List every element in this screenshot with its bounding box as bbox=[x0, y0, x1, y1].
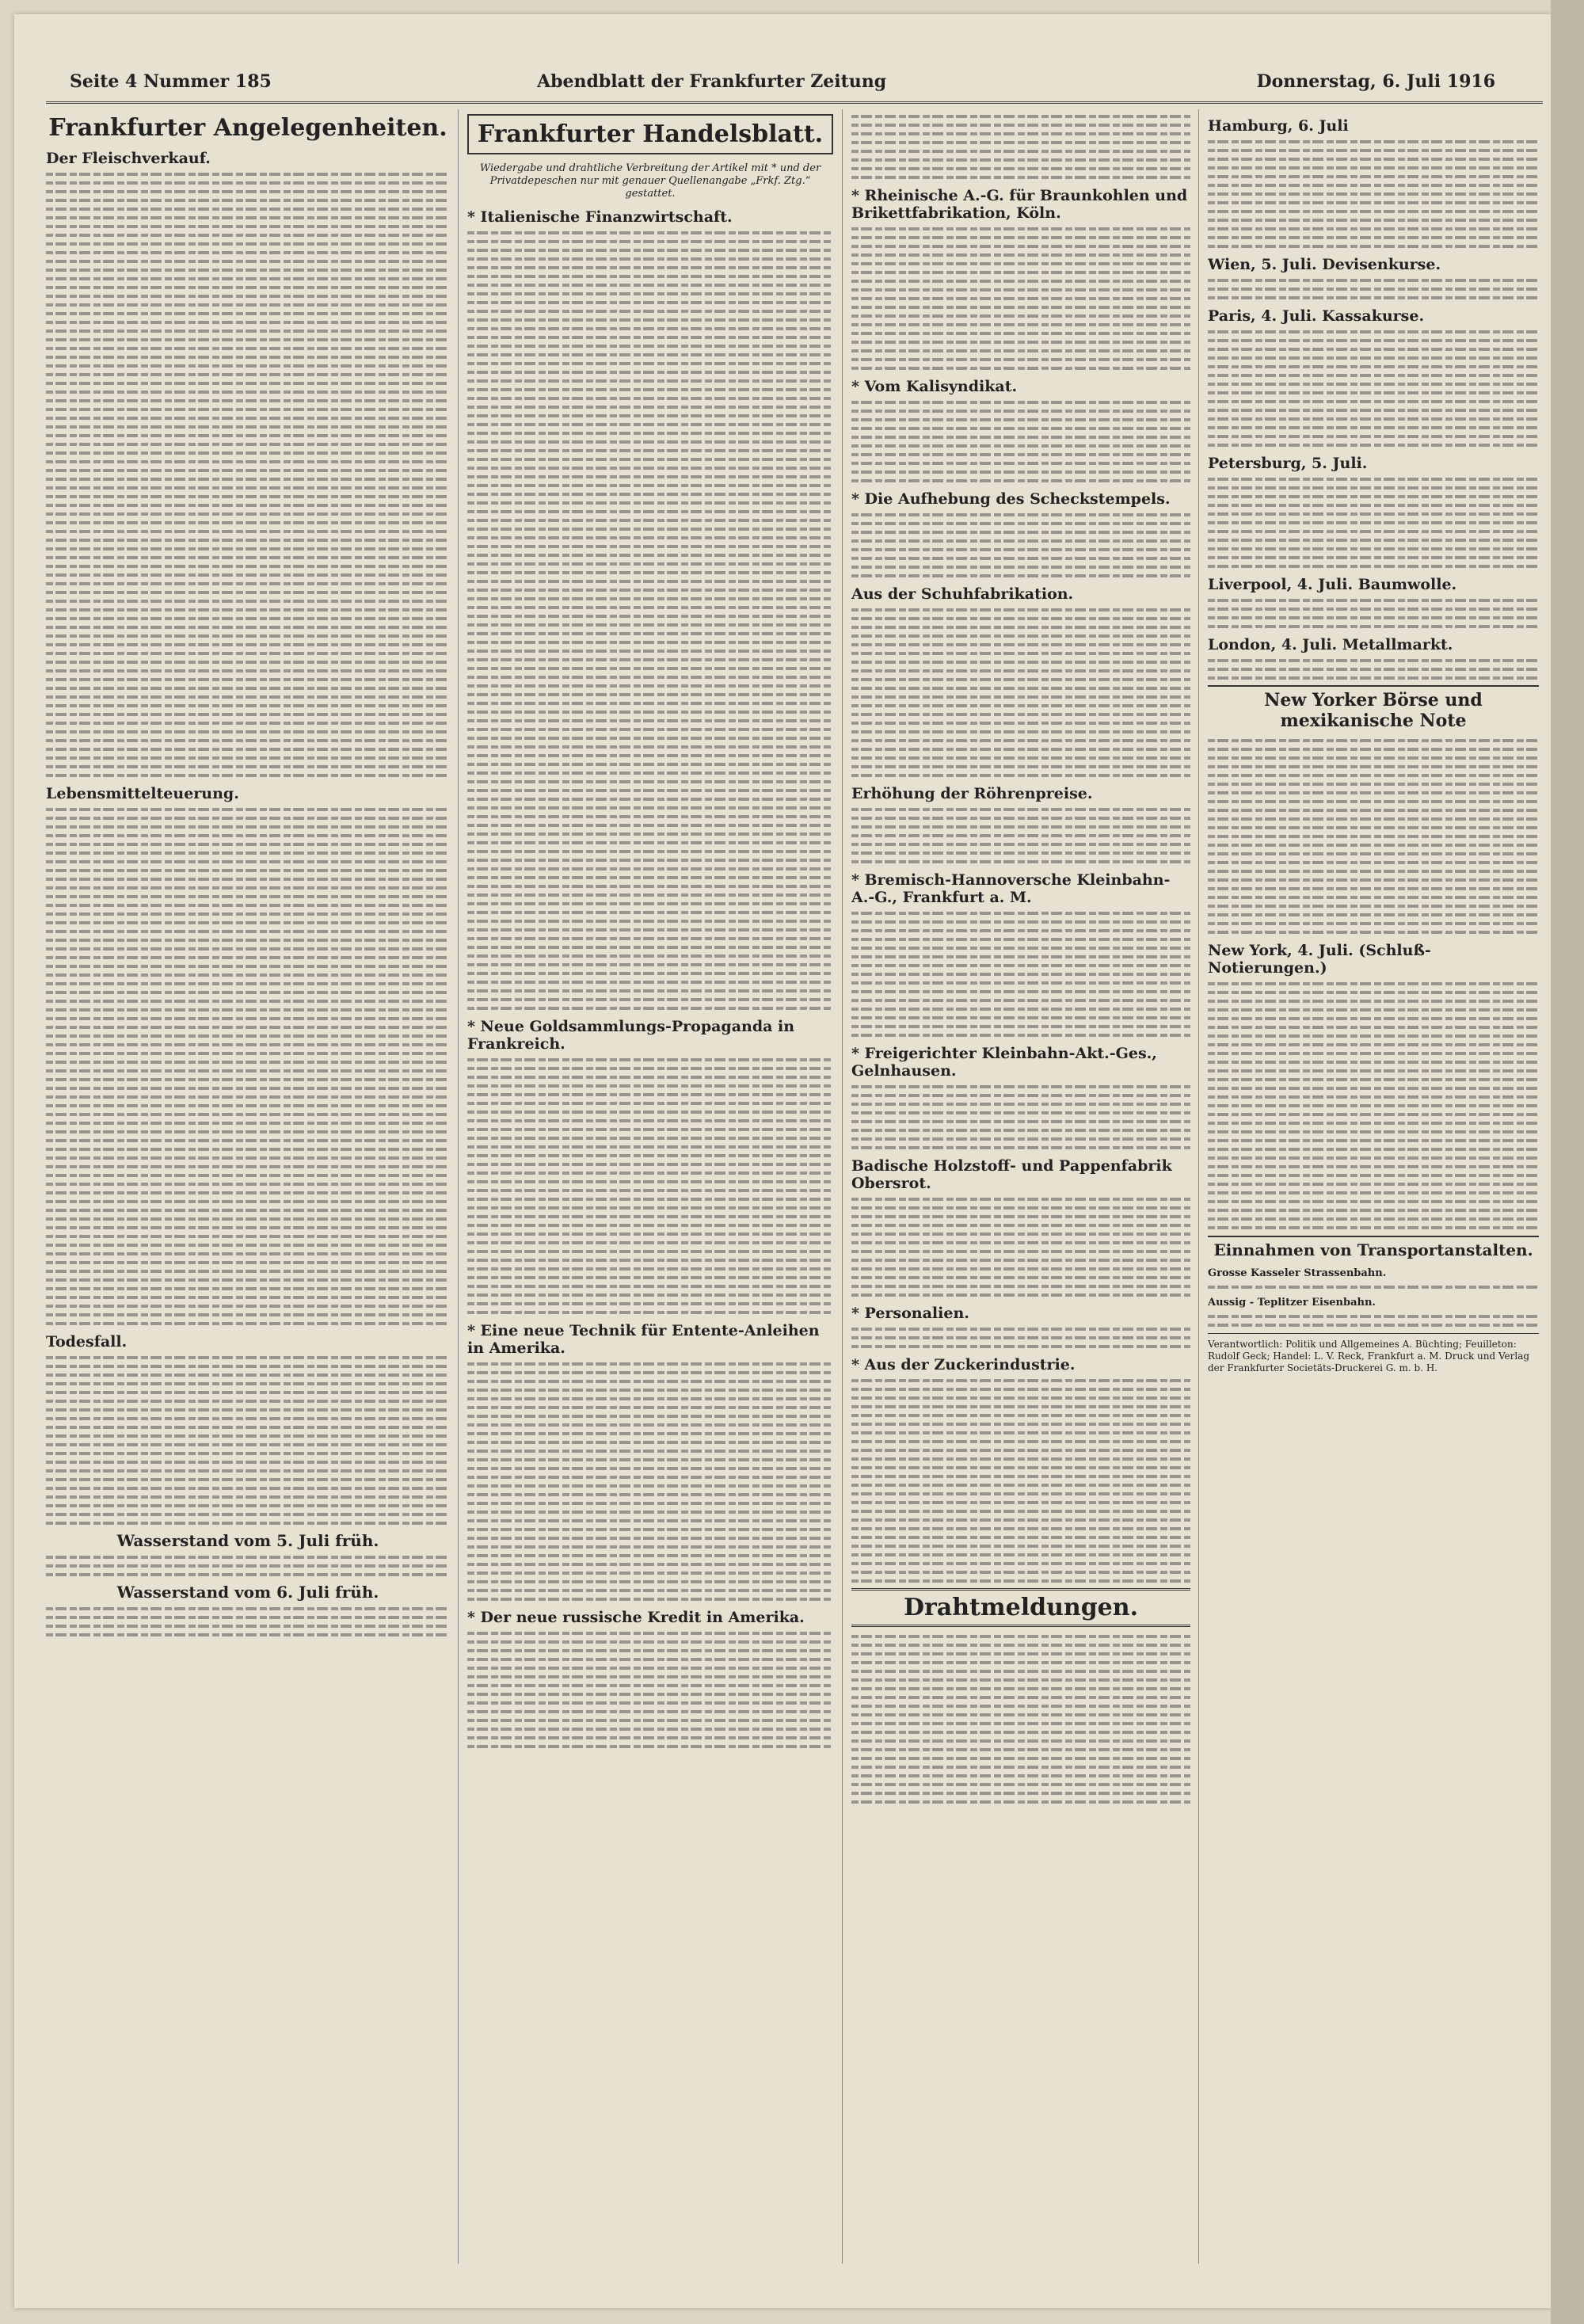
report-body bbox=[1208, 478, 1539, 568]
article-body bbox=[1208, 739, 1539, 934]
article-body bbox=[467, 1362, 833, 1601]
article-heading: * Freigerichter Kleinbahn-Akt.-Ges., Gelnhausen. bbox=[851, 1045, 1157, 1080]
reprint-notice: Wiedergabe und drahtliche Verbreitung der Artikel mit * und der Privatdepeschen nur mit genauer Quellenangabe „Frkf. Ztg.“ gestattet. bbox=[479, 162, 821, 200]
article-body bbox=[851, 1635, 1190, 1804]
column-rule bbox=[458, 109, 459, 2264]
article-heading: * Vom Kalisyndikat. bbox=[851, 378, 1018, 395]
report-body bbox=[1208, 1315, 1539, 1327]
article-body bbox=[467, 1632, 833, 1748]
newspaper-page bbox=[14, 14, 1551, 2308]
report-body bbox=[1208, 1286, 1539, 1289]
article-heading: Todesfall. bbox=[46, 1333, 128, 1351]
column-rule bbox=[1198, 109, 1199, 2264]
price-table bbox=[1208, 330, 1539, 447]
report-heading: Aussig - Teplitzer Eisenbahn. bbox=[1208, 1297, 1376, 1309]
article-body bbox=[851, 1198, 1190, 1297]
article-body bbox=[851, 1085, 1190, 1149]
article-heading: Erhöhung der Röhrenpreise. bbox=[851, 785, 1093, 802]
article-body bbox=[851, 115, 1190, 179]
article-heading: Aus der Schuhfabrikation. bbox=[851, 585, 1074, 603]
article-heading: * Italienische Finanzwirtschaft. bbox=[467, 208, 733, 226]
article-heading: * Die Aufhebung des Scheckstempels. bbox=[851, 490, 1171, 508]
column-local-news bbox=[46, 109, 450, 2264]
article-heading: * Eine neue Technik für Entente-Anleihen in Amerika. bbox=[467, 1322, 820, 1357]
price-table bbox=[1208, 982, 1539, 1125]
article-body bbox=[46, 173, 450, 777]
water-level-table bbox=[46, 1607, 450, 1636]
article-heading: * Der neue russische Kredit in Amerika. bbox=[467, 1609, 805, 1626]
imprint: Verantwortlich: Politik und Allgemeines A. Büchting; Feuilleton: Rudolf Geck; Handel: L. V. Reck, Frankfurt a. M. Druck und Verlag der Frankfurter Societäts-Druckerei G. m. b. H. bbox=[1208, 1333, 1539, 1374]
article-body bbox=[851, 912, 1190, 1037]
section-title: Frankfurter Angelegenheiten. bbox=[48, 114, 447, 142]
water-level-title-1: Wasserstand vom 5. Juli früh. bbox=[116, 1531, 379, 1550]
report-heading: Grosse Kasseler Strassenbahn. bbox=[1208, 1267, 1387, 1279]
column-rule bbox=[842, 109, 843, 2264]
article-heading: * Neue Goldsammlungs-Propaganda in Frankreich. bbox=[467, 1018, 795, 1053]
article-heading: * Aus der Zuckerindustrie. bbox=[851, 1356, 1076, 1373]
report-heading: Paris, 4. Juli. Kassakurse. bbox=[1208, 307, 1425, 325]
report-heading: Petersburg, 5. Juli. bbox=[1208, 455, 1368, 472]
article-heading: Badische Holzstoff- und Pappenfabrik Obersrot. bbox=[851, 1157, 1172, 1192]
water-level-table bbox=[46, 1556, 450, 1576]
price-table bbox=[1208, 599, 1539, 628]
page-header bbox=[46, 65, 1543, 104]
article-body bbox=[851, 608, 1190, 777]
article-body bbox=[851, 513, 1190, 577]
section-title: Drahtmeldungen. bbox=[851, 1588, 1190, 1627]
section-title: Frankfurter Handelsblatt. bbox=[467, 114, 833, 154]
report-heading: New York, 4. Juli. (Schluß-Notierungen.) bbox=[1208, 942, 1431, 977]
article-body bbox=[851, 401, 1190, 482]
page-number: Seite 4 Nummer 185 bbox=[70, 71, 272, 92]
article-heading: * Bremisch-Hannoversche Kleinbahn-A.-G., Frankfurt a. M. bbox=[851, 871, 1171, 906]
report-heading: Hamburg, 6. Juli bbox=[1208, 117, 1349, 135]
report-body bbox=[1208, 140, 1539, 248]
column-markets bbox=[1208, 109, 1539, 2264]
article-heading: * Personalien. bbox=[851, 1305, 969, 1322]
article-heading: * Rheinische A.-G. für Braunkohlen und Brikettfabrikation, Köln. bbox=[851, 187, 1188, 222]
article-body bbox=[467, 231, 833, 1010]
section-title: Einnahmen von Transportanstalten. bbox=[1208, 1236, 1539, 1259]
column-business-news bbox=[851, 109, 1190, 2264]
article-body bbox=[851, 1328, 1190, 1348]
article-heading: Lebensmittelteuerung. bbox=[46, 785, 239, 802]
article-body bbox=[467, 1058, 833, 1314]
report-heading: London, 4. Juli. Metallmarkt. bbox=[1208, 636, 1453, 653]
article-heading: Der Fleischverkauf. bbox=[46, 150, 211, 167]
page-binding-edge bbox=[1551, 0, 1584, 2324]
report-body bbox=[1208, 279, 1539, 299]
article-body bbox=[851, 808, 1190, 863]
article-body bbox=[851, 1379, 1190, 1583]
article-body bbox=[1208, 1130, 1539, 1229]
article-body bbox=[46, 1356, 450, 1525]
section-title: New Yorker Börse und mexikanische Note bbox=[1208, 685, 1539, 731]
newspaper-name: Abendblatt der Frankfurter Zeitung bbox=[537, 71, 887, 92]
page-date: Donnerstag, 6. Juli 1916 bbox=[1256, 71, 1495, 92]
price-table bbox=[1208, 659, 1539, 680]
water-level-title-2: Wasserstand vom 6. Juli früh. bbox=[116, 1583, 379, 1602]
column-commerce bbox=[467, 109, 833, 2264]
article-body bbox=[851, 227, 1190, 370]
report-heading: Liverpool, 4. Juli. Baumwolle. bbox=[1208, 576, 1457, 593]
article-body bbox=[46, 808, 450, 1325]
report-heading: Wien, 5. Juli. Devisenkurse. bbox=[1208, 256, 1441, 273]
